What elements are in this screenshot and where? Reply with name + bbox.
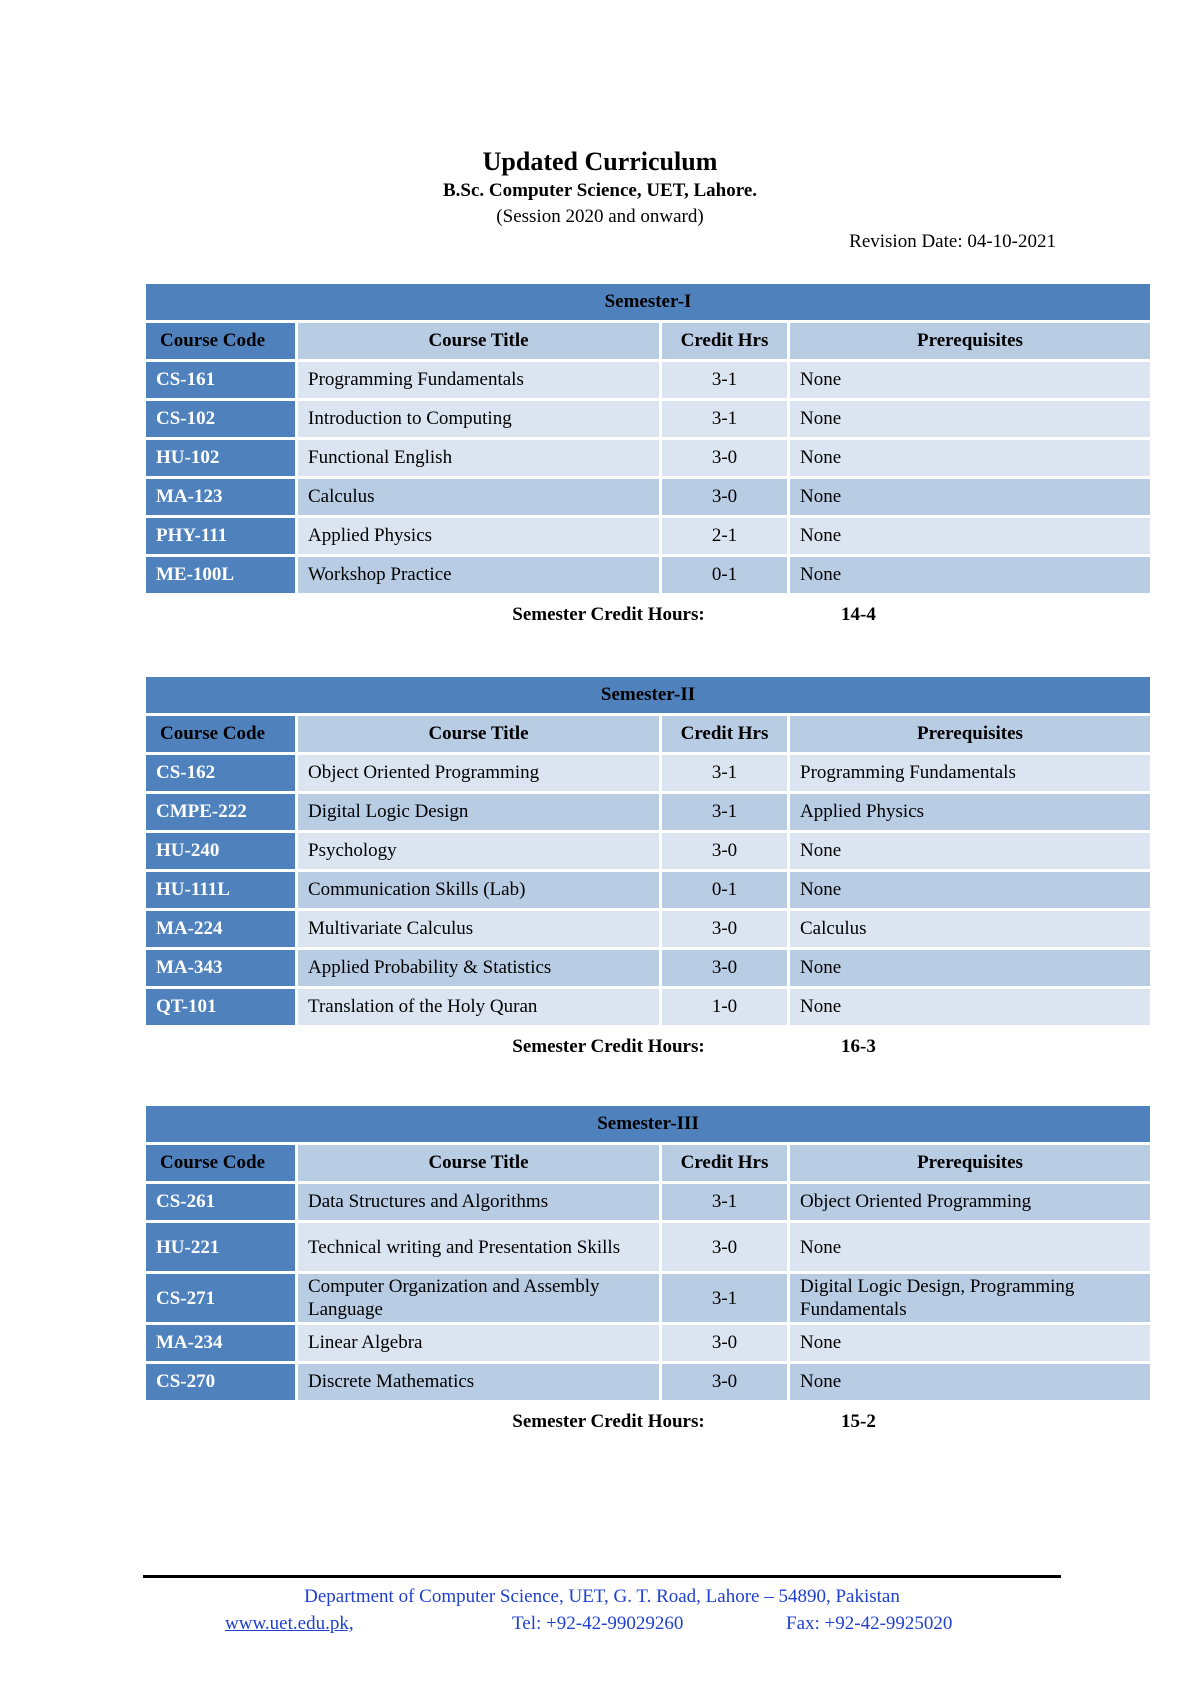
- column-header-code: Course Code: [146, 716, 298, 755]
- course-credit: 3-0: [662, 833, 790, 872]
- course-row: [146, 794, 1150, 833]
- course-code: CMPE-222: [146, 794, 298, 833]
- column-header-title: Course Title: [298, 716, 662, 755]
- course-row: [146, 1364, 1150, 1403]
- column-header-code: Course Code: [146, 323, 298, 362]
- document-header: [0, 146, 1200, 230]
- semester-total: [146, 1403, 1150, 1441]
- course-code: QT-101: [146, 989, 298, 1028]
- website-link[interactable]: www.uet.edu.pk,: [225, 1613, 354, 1634]
- document-title: Updated Curriculum: [482, 147, 718, 176]
- course-prereq: Calculus: [790, 911, 1150, 950]
- course-prereq: Programming Fundamentals: [790, 755, 1150, 794]
- course-code: MA-224: [146, 911, 298, 950]
- course-row: [146, 911, 1150, 950]
- course-code: MA-123: [146, 479, 298, 518]
- course-title: Linear Algebra: [298, 1325, 662, 1364]
- course-prereq: None: [790, 518, 1150, 557]
- course-credit: 3-1: [662, 1184, 790, 1223]
- course-prereq: Applied Physics: [790, 794, 1150, 833]
- semester-total-value: 16-3: [841, 1036, 876, 1057]
- semester-table: [146, 1106, 1150, 1403]
- column-header-title: Course Title: [298, 1145, 662, 1184]
- course-code: PHY-111: [146, 518, 298, 557]
- course-title: Digital Logic Design: [298, 794, 662, 833]
- course-code: CS-102: [146, 401, 298, 440]
- page-footer: [0, 1583, 1200, 1637]
- course-credit: 3-1: [662, 362, 790, 401]
- course-credit: 3-0: [662, 1223, 790, 1274]
- course-row: [146, 518, 1150, 557]
- semester-total: [146, 596, 1150, 634]
- course-code: CS-162: [146, 755, 298, 794]
- course-code: HU-221: [146, 1223, 298, 1274]
- course-row: [146, 1274, 1150, 1325]
- course-title: Introduction to Computing: [298, 401, 662, 440]
- course-credit: 3-0: [662, 950, 790, 989]
- course-credit: 3-0: [662, 1325, 790, 1364]
- course-row: [146, 479, 1150, 518]
- course-row: [146, 1223, 1150, 1274]
- course-title: Communication Skills (Lab): [298, 872, 662, 911]
- column-header-prereq: Prerequisites: [790, 323, 1150, 362]
- footer-fax: Fax: +92-42-9925020: [786, 1613, 953, 1634]
- footer-divider: [143, 1575, 1061, 1578]
- session-note: (Session 2020 and onward): [496, 206, 704, 227]
- course-prereq: None: [790, 557, 1150, 596]
- course-credit: 3-1: [662, 794, 790, 833]
- course-title: Translation of the Holy Quran: [298, 989, 662, 1028]
- course-title: Technical writing and Presentation Skills: [298, 1223, 662, 1274]
- course-credit: 2-1: [662, 518, 790, 557]
- course-code: HU-240: [146, 833, 298, 872]
- semester-heading: Semester-III: [146, 1106, 1150, 1145]
- course-code: MA-234: [146, 1325, 298, 1364]
- column-header-credit: Credit Hrs: [662, 716, 790, 755]
- course-row: [146, 755, 1150, 794]
- course-credit: 3-1: [662, 1274, 790, 1325]
- course-row: [146, 1184, 1150, 1223]
- course-code: ME-100L: [146, 557, 298, 596]
- course-row: [146, 440, 1150, 479]
- course-prereq: None: [790, 401, 1150, 440]
- course-code: CS-270: [146, 1364, 298, 1403]
- footer-contacts: [0, 1610, 1200, 1637]
- semester-total-label: Semester Credit Hours:: [512, 1411, 705, 1432]
- column-header-code: Course Code: [146, 1145, 298, 1184]
- course-code: CS-271: [146, 1274, 298, 1325]
- course-row: [146, 989, 1150, 1028]
- course-title: Multivariate Calculus: [298, 911, 662, 950]
- course-prereq: Object Oriented Programming: [790, 1184, 1150, 1223]
- course-title: Discrete Mathematics: [298, 1364, 662, 1403]
- column-header-title: Course Title: [298, 323, 662, 362]
- course-credit: 3-0: [662, 479, 790, 518]
- course-title: Object Oriented Programming: [298, 755, 662, 794]
- column-header-prereq: Prerequisites: [790, 716, 1150, 755]
- course-code: CS-161: [146, 362, 298, 401]
- course-title: Applied Physics: [298, 518, 662, 557]
- course-title: Applied Probability & Statistics: [298, 950, 662, 989]
- course-row: [146, 401, 1150, 440]
- semester-heading: Semester-II: [146, 677, 1150, 716]
- course-prereq: None: [790, 989, 1150, 1028]
- semester-total: [146, 1028, 1150, 1066]
- column-header-credit: Credit Hrs: [662, 1145, 790, 1184]
- column-header-credit: Credit Hrs: [662, 323, 790, 362]
- course-credit: 0-1: [662, 557, 790, 596]
- column-header-prereq: Prerequisites: [790, 1145, 1150, 1184]
- course-prereq: None: [790, 950, 1150, 989]
- course-title: Workshop Practice: [298, 557, 662, 596]
- semester-table: [146, 284, 1150, 596]
- course-code: CS-261: [146, 1184, 298, 1223]
- course-title: Functional English: [298, 440, 662, 479]
- semester-heading: Semester-I: [146, 284, 1150, 323]
- course-row: [146, 872, 1150, 911]
- semester-block-1: [146, 284, 1150, 634]
- course-prereq: None: [790, 440, 1150, 479]
- course-row: [146, 833, 1150, 872]
- semester-total-value: 14-4: [841, 604, 876, 625]
- course-prereq: None: [790, 1223, 1150, 1274]
- course-credit: 3-0: [662, 911, 790, 950]
- semester-block-3: [146, 1106, 1150, 1441]
- course-credit: 3-0: [662, 1364, 790, 1403]
- course-credit: 0-1: [662, 872, 790, 911]
- revision-date: Revision Date: 04-10-2021: [849, 231, 1056, 252]
- semester-total-label: Semester Credit Hours:: [512, 1036, 705, 1057]
- course-row: [146, 557, 1150, 596]
- course-prereq: None: [790, 362, 1150, 401]
- course-code: HU-102: [146, 440, 298, 479]
- course-title: Psychology: [298, 833, 662, 872]
- course-credit: 3-1: [662, 401, 790, 440]
- course-credit: 3-1: [662, 755, 790, 794]
- course-title: Programming Fundamentals: [298, 362, 662, 401]
- course-credit: 3-0: [662, 440, 790, 479]
- course-row: [146, 950, 1150, 989]
- course-row: [146, 1325, 1150, 1364]
- semester-block-2: [146, 677, 1150, 1066]
- course-title: Computer Organization and Assembly Language: [298, 1274, 662, 1325]
- course-title: Calculus: [298, 479, 662, 518]
- course-code: HU-111L: [146, 872, 298, 911]
- footer-address: Department of Computer Science, UET, G. T. Road, Lahore – 54890, Pakistan: [304, 1586, 900, 1607]
- course-prereq: None: [790, 1325, 1150, 1364]
- semester-total-label: Semester Credit Hours:: [512, 604, 705, 625]
- course-prereq: None: [790, 833, 1150, 872]
- course-row: [146, 362, 1150, 401]
- course-credit: 1-0: [662, 989, 790, 1028]
- semester-table: [146, 677, 1150, 1028]
- course-prereq: Digital Logic Design, Programming Fundamentals: [790, 1274, 1150, 1325]
- course-title: Data Structures and Algorithms: [298, 1184, 662, 1223]
- course-prereq: None: [790, 872, 1150, 911]
- footer-tel: Tel: +92-42-99029260: [512, 1613, 684, 1634]
- course-code: MA-343: [146, 950, 298, 989]
- document-subtitle: B.Sc. Computer Science, UET, Lahore.: [442, 180, 758, 201]
- semester-total-value: 15-2: [841, 1411, 876, 1432]
- course-prereq: None: [790, 479, 1150, 518]
- course-prereq: None: [790, 1364, 1150, 1403]
